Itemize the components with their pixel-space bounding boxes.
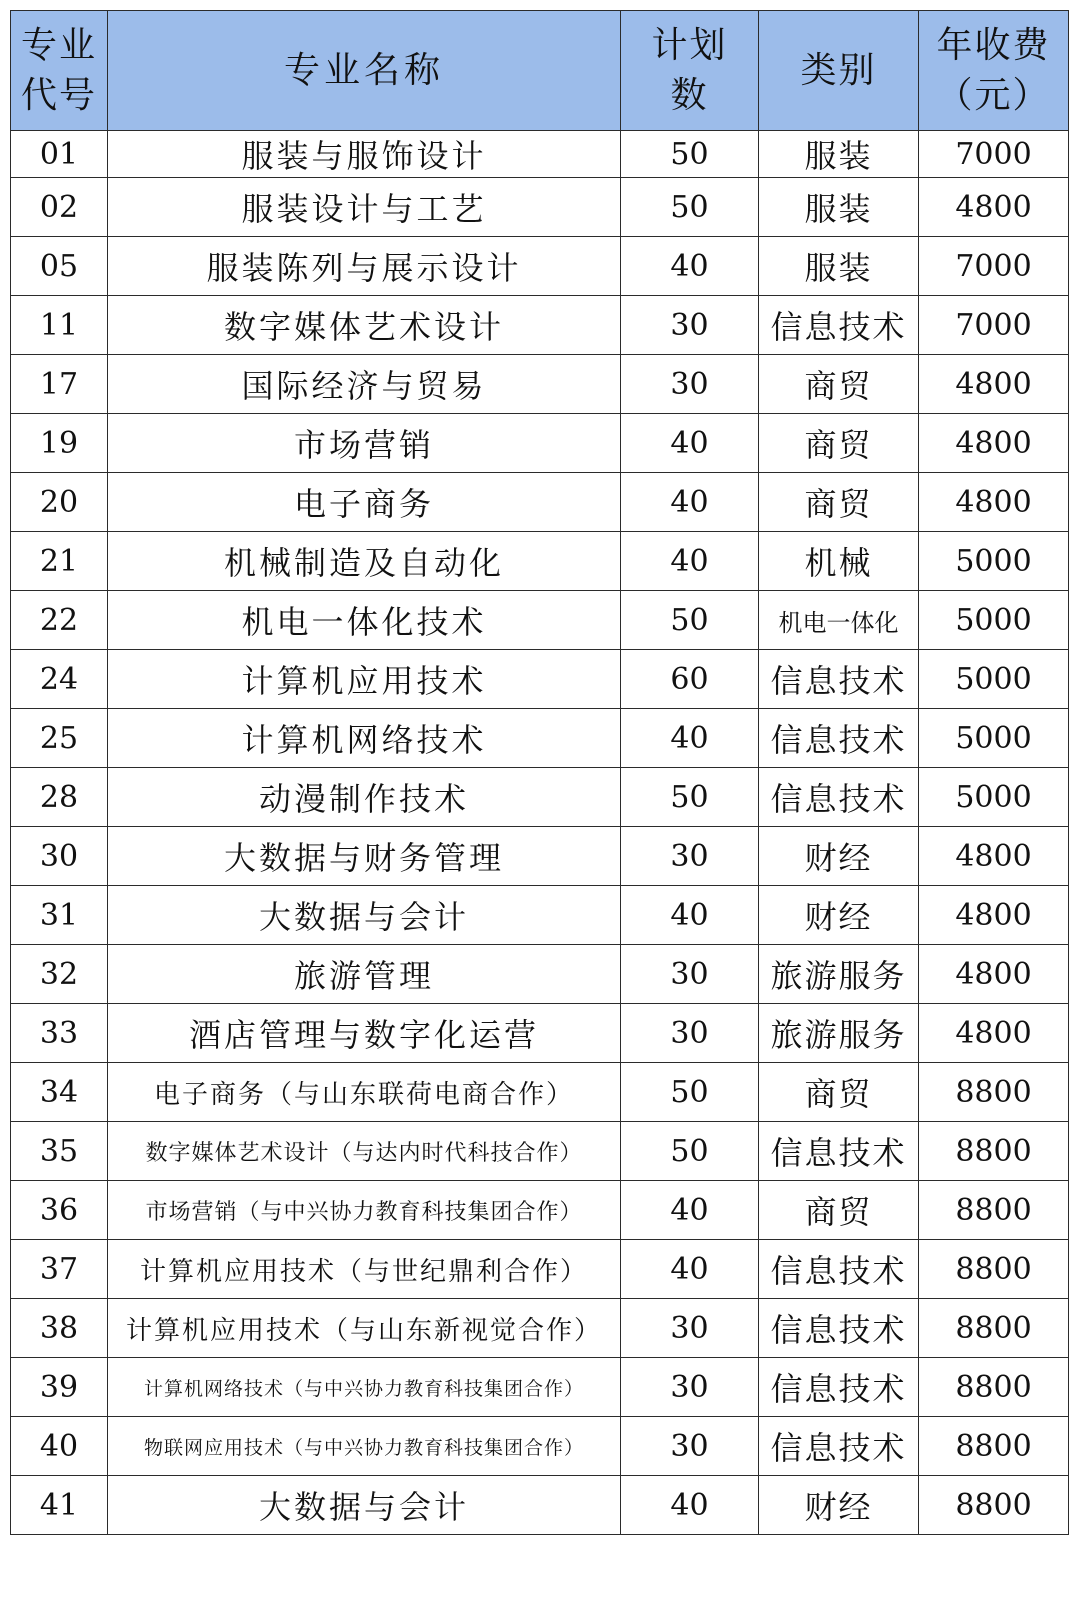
annual-fee-cell: 5000 bbox=[919, 709, 1069, 768]
major-code-cell: 02 bbox=[11, 178, 108, 237]
major-code-cell: 39 bbox=[11, 1358, 108, 1417]
plan-count-cell: 40 bbox=[621, 886, 759, 945]
plan-count-cell: 30 bbox=[621, 1299, 759, 1358]
major-code-cell: 17 bbox=[11, 355, 108, 414]
annual-fee-cell: 8800 bbox=[919, 1476, 1069, 1535]
major-name-cell: 机械制造及自动化 bbox=[108, 532, 621, 591]
table-row bbox=[11, 1476, 1069, 1535]
plan-count-cell: 50 bbox=[621, 1122, 759, 1181]
plan-count-cell: 40 bbox=[621, 709, 759, 768]
annual-fee-cell: 5000 bbox=[919, 532, 1069, 591]
major-name-cell: 大数据与会计 bbox=[108, 886, 621, 945]
major-name-cell: 计算机网络技术（与中兴协力教育科技集团合作） bbox=[108, 1358, 621, 1417]
major-name-cell: 服装设计与工艺 bbox=[108, 178, 621, 237]
major-name-cell: 国际经济与贸易 bbox=[108, 355, 621, 414]
major-name-cell: 市场营销 bbox=[108, 414, 621, 473]
header-annual-fee-line1: 年收费 bbox=[936, 24, 1051, 66]
category-cell: 信息技术 bbox=[759, 1417, 919, 1476]
category-cell: 信息技术 bbox=[759, 1240, 919, 1299]
table-row bbox=[11, 473, 1069, 532]
annual-fee-cell: 5000 bbox=[919, 591, 1069, 650]
major-code-cell: 21 bbox=[11, 532, 108, 591]
annual-fee-cell: 4800 bbox=[919, 1004, 1069, 1063]
header-major-code-line1: 专业 bbox=[20, 24, 97, 66]
category-cell: 信息技术 bbox=[759, 1299, 919, 1358]
plan-count-cell: 60 bbox=[621, 650, 759, 709]
major-code-cell: 38 bbox=[11, 1299, 108, 1358]
category-cell: 信息技术 bbox=[759, 1358, 919, 1417]
table-row bbox=[11, 1122, 1069, 1181]
plan-count-cell: 30 bbox=[621, 1358, 759, 1417]
major-name-cell: 酒店管理与数字化运营 bbox=[108, 1004, 621, 1063]
table-row bbox=[11, 355, 1069, 414]
annual-fee-cell: 7000 bbox=[919, 131, 1069, 178]
major-code-cell: 20 bbox=[11, 473, 108, 532]
major-name-cell: 大数据与会计 bbox=[108, 1476, 621, 1535]
category-cell: 商贸 bbox=[759, 1181, 919, 1240]
header-annual-fee bbox=[919, 11, 1069, 131]
plan-count-cell: 50 bbox=[621, 768, 759, 827]
major-code-cell: 41 bbox=[11, 1476, 108, 1535]
table-row bbox=[11, 591, 1069, 650]
category-cell: 机械 bbox=[759, 532, 919, 591]
table-header bbox=[11, 11, 1069, 131]
major-code-cell: 05 bbox=[11, 237, 108, 296]
table-row bbox=[11, 709, 1069, 768]
annual-fee-cell: 4800 bbox=[919, 886, 1069, 945]
annual-fee-cell: 8800 bbox=[919, 1299, 1069, 1358]
major-code-cell: 35 bbox=[11, 1122, 108, 1181]
major-code-cell: 28 bbox=[11, 768, 108, 827]
major-name-cell: 动漫制作技术 bbox=[108, 768, 621, 827]
header-category: 类别 bbox=[759, 11, 919, 131]
header-annual-fee-line2: （元） bbox=[936, 74, 1051, 116]
annual-fee-cell: 7000 bbox=[919, 296, 1069, 355]
header-plan-count-line2: 数 bbox=[670, 74, 709, 116]
category-cell: 服装 bbox=[759, 178, 919, 237]
annual-fee-cell: 8800 bbox=[919, 1122, 1069, 1181]
major-code-cell: 01 bbox=[11, 131, 108, 178]
major-code-cell: 11 bbox=[11, 296, 108, 355]
major-name-cell: 市场营销（与中兴协力教育科技集团合作） bbox=[108, 1181, 621, 1240]
header-major-code-line2: 代号 bbox=[20, 74, 97, 116]
header-row bbox=[11, 11, 1069, 131]
category-cell: 财经 bbox=[759, 827, 919, 886]
major-name-cell: 计算机应用技术（与世纪鼎利合作） bbox=[108, 1240, 621, 1299]
table-row bbox=[11, 1417, 1069, 1476]
plan-count-cell: 30 bbox=[621, 1417, 759, 1476]
category-cell: 商贸 bbox=[759, 414, 919, 473]
plan-count-cell: 40 bbox=[621, 532, 759, 591]
plan-count-cell: 30 bbox=[621, 1004, 759, 1063]
header-major-code bbox=[11, 11, 108, 131]
category-cell: 机电一体化 bbox=[759, 591, 919, 650]
major-name-cell: 电子商务 bbox=[108, 473, 621, 532]
major-name-cell: 电子商务（与山东联荷电商合作） bbox=[108, 1063, 621, 1122]
header-plan-count-line1: 计划 bbox=[651, 24, 728, 66]
major-code-cell: 33 bbox=[11, 1004, 108, 1063]
plan-count-cell: 30 bbox=[621, 945, 759, 1004]
annual-fee-cell: 5000 bbox=[919, 650, 1069, 709]
plan-count-cell: 30 bbox=[621, 355, 759, 414]
table-row bbox=[11, 532, 1069, 591]
plan-count-cell: 40 bbox=[621, 1476, 759, 1535]
annual-fee-cell: 7000 bbox=[919, 237, 1069, 296]
table-row bbox=[11, 886, 1069, 945]
table-row bbox=[11, 237, 1069, 296]
major-code-cell: 32 bbox=[11, 945, 108, 1004]
major-code-cell: 34 bbox=[11, 1063, 108, 1122]
table-body bbox=[11, 131, 1069, 1535]
major-name-cell: 计算机应用技术 bbox=[108, 650, 621, 709]
major-name-cell: 旅游管理 bbox=[108, 945, 621, 1004]
enrollment-table-container bbox=[10, 10, 1068, 1535]
major-code-cell: 30 bbox=[11, 827, 108, 886]
category-cell: 信息技术 bbox=[759, 709, 919, 768]
major-name-cell: 服装与服饰设计 bbox=[108, 131, 621, 178]
table-row bbox=[11, 945, 1069, 1004]
category-cell: 旅游服务 bbox=[759, 1004, 919, 1063]
category-cell: 财经 bbox=[759, 1476, 919, 1535]
plan-count-cell: 40 bbox=[621, 1181, 759, 1240]
table-row bbox=[11, 1181, 1069, 1240]
table-row bbox=[11, 414, 1069, 473]
major-name-cell: 服装陈列与展示设计 bbox=[108, 237, 621, 296]
annual-fee-cell: 4800 bbox=[919, 473, 1069, 532]
table-row bbox=[11, 827, 1069, 886]
table-row bbox=[11, 1004, 1069, 1063]
category-cell: 商贸 bbox=[759, 355, 919, 414]
annual-fee-cell: 4800 bbox=[919, 355, 1069, 414]
major-code-cell: 31 bbox=[11, 886, 108, 945]
plan-count-cell: 30 bbox=[621, 296, 759, 355]
major-code-cell: 19 bbox=[11, 414, 108, 473]
annual-fee-cell: 8800 bbox=[919, 1181, 1069, 1240]
category-cell: 旅游服务 bbox=[759, 945, 919, 1004]
annual-fee-cell: 8800 bbox=[919, 1358, 1069, 1417]
category-cell: 信息技术 bbox=[759, 1122, 919, 1181]
table-row bbox=[11, 1063, 1069, 1122]
major-name-cell: 计算机应用技术（与山东新视觉合作） bbox=[108, 1299, 621, 1358]
plan-count-cell: 40 bbox=[621, 414, 759, 473]
annual-fee-cell: 5000 bbox=[919, 768, 1069, 827]
major-code-cell: 25 bbox=[11, 709, 108, 768]
plan-count-cell: 40 bbox=[621, 473, 759, 532]
annual-fee-cell: 8800 bbox=[919, 1417, 1069, 1476]
plan-count-cell: 50 bbox=[621, 591, 759, 650]
header-major-name: 专业名称 bbox=[108, 11, 621, 131]
table-row bbox=[11, 1240, 1069, 1299]
plan-count-cell: 30 bbox=[621, 827, 759, 886]
major-code-cell: 22 bbox=[11, 591, 108, 650]
header-plan-count bbox=[621, 11, 759, 131]
plan-count-cell: 50 bbox=[621, 178, 759, 237]
major-code-cell: 37 bbox=[11, 1240, 108, 1299]
table-row bbox=[11, 131, 1069, 178]
table-row bbox=[11, 296, 1069, 355]
category-cell: 商贸 bbox=[759, 1063, 919, 1122]
annual-fee-cell: 4800 bbox=[919, 945, 1069, 1004]
plan-count-cell: 50 bbox=[621, 131, 759, 178]
table-row bbox=[11, 178, 1069, 237]
annual-fee-cell: 4800 bbox=[919, 414, 1069, 473]
major-name-cell: 数字媒体艺术设计（与达内时代科技合作） bbox=[108, 1122, 621, 1181]
major-code-cell: 36 bbox=[11, 1181, 108, 1240]
annual-fee-cell: 4800 bbox=[919, 827, 1069, 886]
category-cell: 服装 bbox=[759, 131, 919, 178]
plan-count-cell: 40 bbox=[621, 1240, 759, 1299]
major-name-cell: 大数据与财务管理 bbox=[108, 827, 621, 886]
major-name-cell: 数字媒体艺术设计 bbox=[108, 296, 621, 355]
category-cell: 商贸 bbox=[759, 473, 919, 532]
major-name-cell: 计算机网络技术 bbox=[108, 709, 621, 768]
table-row bbox=[11, 768, 1069, 827]
category-cell: 信息技术 bbox=[759, 296, 919, 355]
major-code-cell: 40 bbox=[11, 1417, 108, 1476]
annual-fee-cell: 4800 bbox=[919, 178, 1069, 237]
plan-count-cell: 40 bbox=[621, 237, 759, 296]
category-cell: 信息技术 bbox=[759, 650, 919, 709]
major-name-cell: 物联网应用技术（与中兴协力教育科技集团合作） bbox=[108, 1417, 621, 1476]
enrollment-plan-table bbox=[10, 10, 1069, 1535]
table-row bbox=[11, 1358, 1069, 1417]
category-cell: 信息技术 bbox=[759, 768, 919, 827]
plan-count-cell: 50 bbox=[621, 1063, 759, 1122]
table-row bbox=[11, 650, 1069, 709]
table-row bbox=[11, 1299, 1069, 1358]
major-code-cell: 24 bbox=[11, 650, 108, 709]
category-cell: 财经 bbox=[759, 886, 919, 945]
annual-fee-cell: 8800 bbox=[919, 1240, 1069, 1299]
major-name-cell: 机电一体化技术 bbox=[108, 591, 621, 650]
category-cell: 服装 bbox=[759, 237, 919, 296]
annual-fee-cell: 8800 bbox=[919, 1063, 1069, 1122]
